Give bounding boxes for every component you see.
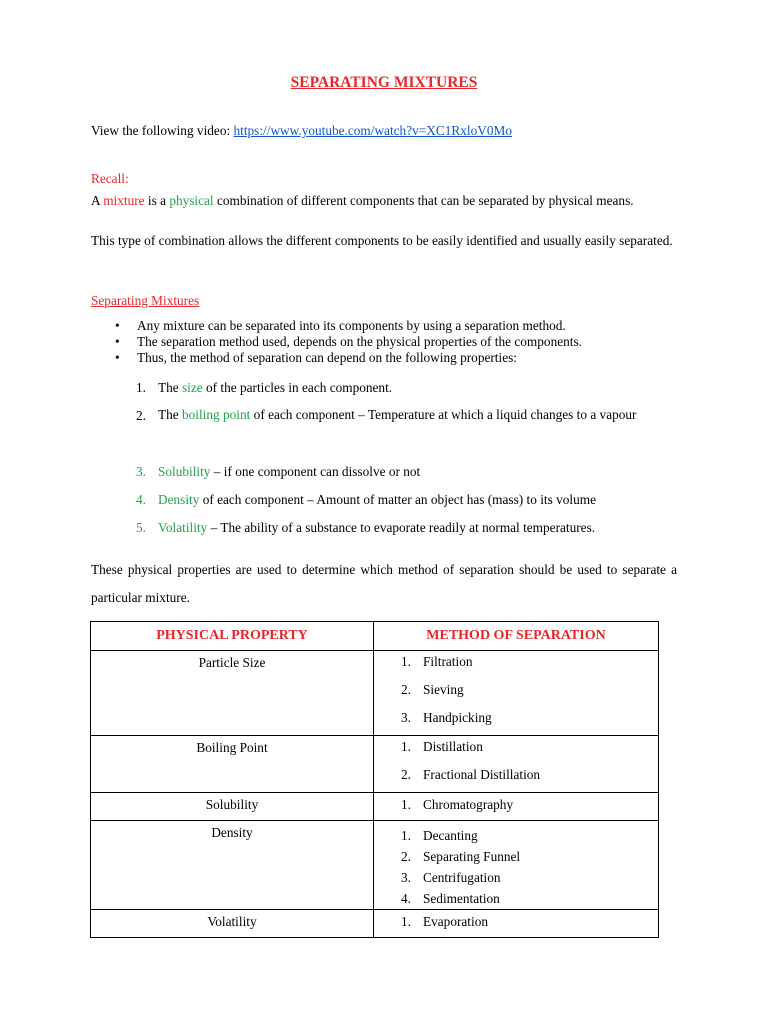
table-row bbox=[91, 910, 659, 938]
property-term: boiling point bbox=[182, 407, 251, 422]
method-item: 1. Decanting bbox=[401, 828, 478, 843]
method-item: 2. Sieving bbox=[401, 682, 464, 697]
table-row bbox=[91, 793, 659, 821]
table-row bbox=[91, 651, 659, 736]
recall-paragraph-1 bbox=[91, 193, 677, 208]
bullet-item: • Thus, the method of separation can depend on the following properties: bbox=[115, 350, 675, 366]
term-physical: physical bbox=[169, 193, 214, 208]
method-item: 2. Fractional Distillation bbox=[401, 767, 541, 782]
property-cell: Volatility bbox=[91, 910, 374, 938]
method-item: 2. Separating Funnel bbox=[401, 849, 521, 864]
video-label: View the following video: bbox=[91, 123, 234, 138]
bullet-item: • The separation method used, depends on the physical properties of the components. bbox=[115, 334, 675, 350]
property-text: Volatility – The ability of a substance to evaporate readily at normal temperatures. bbox=[158, 520, 596, 535]
property-text: The size of the particles in each component. bbox=[158, 380, 393, 395]
method-cell bbox=[374, 651, 659, 736]
recall-heading: Recall: bbox=[91, 171, 129, 186]
property-term: Density bbox=[158, 492, 200, 507]
separation-methods-table bbox=[90, 621, 659, 938]
video-line bbox=[91, 123, 512, 140]
property-text: Density of each component – Amount of matter an object has (mass) to its volume bbox=[158, 492, 596, 507]
property-cell: Boiling Point bbox=[91, 736, 374, 793]
method-item: 1. Evaporation bbox=[401, 914, 488, 929]
property-text: The boiling point of each component – Temperature at which a liquid changes to a vapour bbox=[158, 407, 637, 422]
recall-paragraph-2: This type of combination allows the different components to be easily identified and usually easily separated. bbox=[91, 233, 673, 248]
table-row bbox=[91, 821, 659, 910]
method-cell bbox=[374, 821, 659, 910]
video-link[interactable]: https://www.youtube.com/watch?v=XC1RxloV0Mo bbox=[233, 123, 512, 138]
bullet-list bbox=[115, 318, 675, 366]
method-item: 3. Handpicking bbox=[401, 710, 492, 725]
table-header-method: METHOD OF SEPARATION bbox=[374, 622, 659, 651]
method-item: 4. Sedimentation bbox=[401, 891, 500, 906]
property-cell: Particle Size bbox=[91, 651, 374, 736]
property-number: 5. bbox=[136, 520, 146, 535]
text-rest: combination of different components that can be separated by physical means. bbox=[213, 193, 634, 208]
text-a: A bbox=[91, 193, 104, 208]
method-cell bbox=[374, 793, 659, 821]
method-item: 1. Chromatography bbox=[401, 797, 514, 812]
property-number: 2. bbox=[136, 408, 146, 423]
property-cell: Solubility bbox=[91, 793, 374, 821]
separating-mixtures-heading: Separating Mixtures bbox=[91, 293, 200, 308]
property-cell: Density bbox=[91, 821, 374, 910]
bullet-item: • Any mixture can be separated into its components by using a separation method. bbox=[115, 318, 675, 334]
method-item: 3. Centrifugation bbox=[401, 870, 501, 885]
method-cell bbox=[374, 910, 659, 938]
property-term: size bbox=[182, 380, 203, 395]
method-item: 1. Filtration bbox=[401, 654, 473, 669]
property-number: 1. bbox=[136, 380, 146, 395]
property-term: Solubility bbox=[158, 464, 211, 479]
term-mixture: mixture bbox=[103, 193, 145, 208]
method-cell bbox=[374, 736, 659, 793]
property-number: 3. bbox=[136, 464, 146, 479]
property-text: Solubility – if one component can dissolve or not bbox=[158, 464, 421, 479]
table-header-property: PHYSICAL PROPERTY bbox=[91, 622, 374, 651]
property-number: 4. bbox=[136, 492, 146, 507]
method-item: 1. Distillation bbox=[401, 739, 483, 754]
text-is-a: is a bbox=[144, 193, 170, 208]
property-term: Volatility bbox=[158, 520, 208, 535]
closing-paragraph: These physical properties are used to determine which method of separation should be used to separate a particular mixture. bbox=[91, 562, 677, 605]
page-title: SEPARATING MIXTURES bbox=[290, 74, 478, 91]
table-row bbox=[91, 736, 659, 793]
